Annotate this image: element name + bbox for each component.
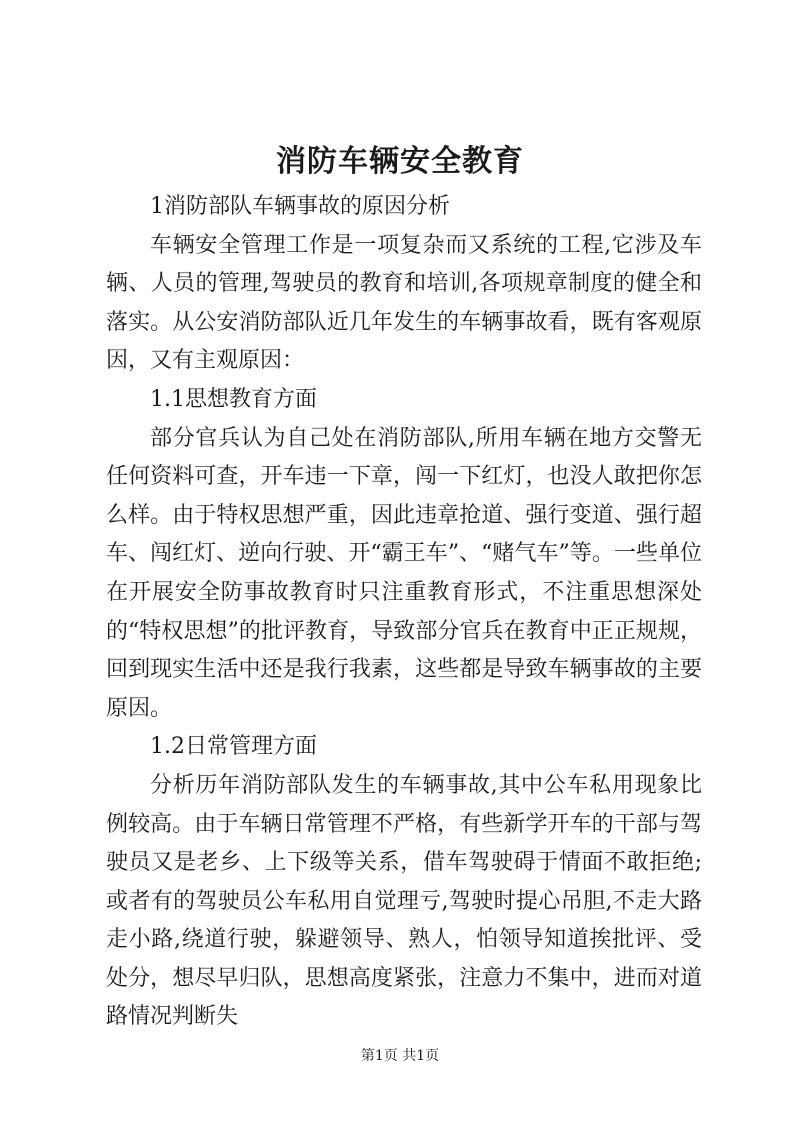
page-footer: 第1页 共1页	[360, 1048, 440, 1064]
document-title: 消防车辆安全教育	[276, 144, 524, 179]
paragraph-intro: 车辆安全管理工作是一项复杂而又系统的工程,它涉及车辆、人员的管理,驾驶员的教育和培训,各项规章制度的健全和落实。从公安消防部队近几年发生的车辆事故看，既有客观原因，又有主观原因：	[106, 232, 702, 374]
section-heading-1-1: 1.1思想教育方面	[150, 386, 317, 412]
document-body	[106, 188, 702, 1037]
paragraph-ideology: 部分官兵认为自己处在消防部队,所用车辆在地方交警无任何资料可查，开车违一下章，闯一下红灯，也没人敢把你怎么样。由于特权思想严重，因此违章抢道、强行变道、强行超车、闯红灯、逆向行驶、开“霸王车”、“赌气车”等。一些单位在开展安全防事故教育时只注重教育形式，不注重思想深处的“特权思想”的批评教育，导致部分官兵在教育中正正规规，回到现实生活中还是我行我素，这些都是导致车辆事故的主要原因。	[106, 425, 702, 721]
paragraph-daily-management: 分析历年消防部队发生的车辆事故,其中公车私用现象比例较高。由于车辆日常管理不严格，有些新学开车的干部与驾驶员又是老乡、上下级等关系，借车驾驶碍于情面不敢拒绝;或者有的驾驶员公车私用自觉理亏,驾驶时提心吊胆,不走大路走小路,绕道行驶，躲避领导、熟人，怕领导知道挨批评、受处分，想尽早归队，思想高度紧张，注意力不集中，进而对道路情况判断失	[106, 772, 702, 1030]
section-heading-1: 1消防部队车辆事故的原因分析	[150, 194, 450, 219]
section-heading-1-2: 1.2日常管理方面	[150, 734, 317, 760]
